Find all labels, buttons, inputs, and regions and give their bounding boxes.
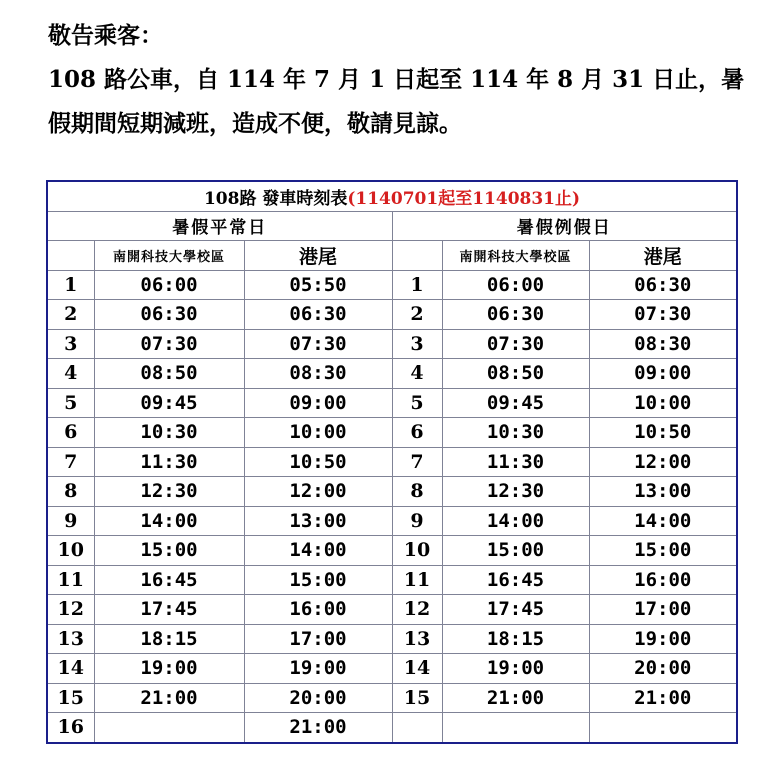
weekday-gangwei-time: 07:30 (244, 329, 392, 359)
holiday-campus-time: 06:00 (442, 270, 589, 300)
table-row (47, 565, 737, 595)
table-title-route: 108路 發車時刻表 (203, 188, 348, 209)
holiday-trip-number: 4 (392, 359, 442, 389)
table-row (47, 447, 737, 477)
holiday-gangwei-time: 17:00 (589, 595, 737, 625)
weekday-gangwei-time: 10:00 (244, 418, 392, 448)
weekday-campus-time: 10:30 (94, 418, 244, 448)
holiday-gangwei-time: 07:30 (589, 300, 737, 330)
table-row (47, 506, 737, 536)
weekday-trip-number: 13 (47, 624, 94, 654)
holiday-gangwei-time: 19:00 (589, 624, 737, 654)
weekday-campus-time: 06:30 (94, 300, 244, 330)
weekday-trip-number: 5 (47, 388, 94, 418)
holiday-gangwei-time: 09:00 (589, 359, 737, 389)
holiday-gangwei-time: 10:50 (589, 418, 737, 448)
weekday-campus-time: 07:30 (94, 329, 244, 359)
holiday-campus-time: 11:30 (442, 447, 589, 477)
holiday-trip-number: 9 (392, 506, 442, 536)
weekday-trip-number: 4 (47, 359, 94, 389)
weekday-gangwei-time: 21:00 (244, 713, 392, 743)
weekday-gangwei-time: 19:00 (244, 654, 392, 684)
table-row (47, 713, 737, 743)
weekday-campus-header: 南開科技大學校區 (94, 241, 244, 271)
weekday-trip-number: 12 (47, 595, 94, 625)
weekday-gangwei-time: 16:00 (244, 595, 392, 625)
weekday-gangwei-time: 13:00 (244, 506, 392, 536)
table-row (47, 418, 737, 448)
weekday-trip-number: 15 (47, 683, 94, 713)
holiday-gangwei-time: 16:00 (589, 565, 737, 595)
weekday-gangwei-time: 05:50 (244, 270, 392, 300)
weekday-campus-time: 18:15 (94, 624, 244, 654)
weekday-trip-number: 7 (47, 447, 94, 477)
weekday-no-header (47, 241, 94, 271)
holiday-trip-number: 12 (392, 595, 442, 625)
weekday-campus-time: 09:45 (94, 388, 244, 418)
weekday-gangwei-time: 09:00 (244, 388, 392, 418)
holiday-campus-time: 07:30 (442, 329, 589, 359)
weekday-trip-number: 6 (47, 418, 94, 448)
table-row (47, 654, 737, 684)
holiday-campus-time: 08:50 (442, 359, 589, 389)
column-header-row (47, 241, 737, 271)
weekday-gangwei-time: 14:00 (244, 536, 392, 566)
holiday-campus-time: 18:15 (442, 624, 589, 654)
holiday-campus-time: 21:00 (442, 683, 589, 713)
holiday-campus-time: 19:00 (442, 654, 589, 684)
weekday-trip-number: 16 (47, 713, 94, 743)
notice-heading: 敬告乘客： (48, 22, 163, 49)
holiday-trip-number: 10 (392, 536, 442, 566)
table-row (47, 477, 737, 507)
holiday-campus-time (442, 713, 589, 743)
weekday-gangwei-time: 08:30 (244, 359, 392, 389)
table-title-row (47, 181, 737, 211)
weekday-trip-number: 9 (47, 506, 94, 536)
holiday-campus-header: 南開科技大學校區 (442, 241, 589, 271)
holiday-trip-number: 14 (392, 654, 442, 684)
holiday-trip-number: 13 (392, 624, 442, 654)
weekday-trip-number: 8 (47, 477, 94, 507)
weekday-trip-number: 3 (47, 329, 94, 359)
holiday-campus-time: 16:45 (442, 565, 589, 595)
table-row (47, 683, 737, 713)
holiday-campus-time: 10:30 (442, 418, 589, 448)
table-row (47, 300, 737, 330)
holiday-campus-time: 14:00 (442, 506, 589, 536)
holiday-trip-number: 1 (392, 270, 442, 300)
weekday-campus-time (94, 713, 244, 743)
holiday-gangwei-header: 港尾 (589, 241, 737, 271)
holiday-gangwei-time (589, 713, 737, 743)
weekday-trip-number: 1 (47, 270, 94, 300)
weekday-trip-number: 2 (47, 300, 94, 330)
table-title-date-range: (1140701起至1140831止) (347, 188, 581, 209)
weekday-campus-time: 16:45 (94, 565, 244, 595)
weekday-campus-time: 15:00 (94, 536, 244, 566)
notice-line-2: 假期間短期減班，造成不便，敬請見諒。 (48, 110, 462, 137)
holiday-campus-time: 15:00 (442, 536, 589, 566)
weekday-gangwei-time: 10:50 (244, 447, 392, 477)
holiday-campus-time: 09:45 (442, 388, 589, 418)
table-title (47, 181, 737, 211)
weekday-campus-time: 17:45 (94, 595, 244, 625)
holiday-gangwei-time: 15:00 (589, 536, 737, 566)
holiday-trip-number: 8 (392, 477, 442, 507)
weekday-trip-number: 10 (47, 536, 94, 566)
weekday-campus-time: 14:00 (94, 506, 244, 536)
holiday-campus-time: 12:30 (442, 477, 589, 507)
weekday-gangwei-time: 17:00 (244, 624, 392, 654)
table-row (47, 536, 737, 566)
holiday-trip-number (392, 713, 442, 743)
holiday-trip-number: 7 (392, 447, 442, 477)
notice (48, 14, 744, 146)
weekday-campus-time: 11:30 (94, 447, 244, 477)
weekday-campus-time: 06:00 (94, 270, 244, 300)
holiday-trip-number: 15 (392, 683, 442, 713)
table-row (47, 388, 737, 418)
weekday-trip-number: 11 (47, 565, 94, 595)
weekday-gangwei-time: 15:00 (244, 565, 392, 595)
holiday-trip-number: 11 (392, 565, 442, 595)
table-row (47, 624, 737, 654)
weekday-campus-time: 21:00 (94, 683, 244, 713)
schedule-table (46, 180, 738, 744)
holiday-gangwei-time: 13:00 (589, 477, 737, 507)
holiday-gangwei-time: 10:00 (589, 388, 737, 418)
holiday-gangwei-time: 06:30 (589, 270, 737, 300)
notice-line-1: 108 路公車，自 114 年 7 月 1 日起至 114 年 8 月 31 日止，暑 (48, 66, 745, 93)
holiday-campus-time: 17:45 (442, 595, 589, 625)
holiday-trip-number: 5 (392, 388, 442, 418)
weekday-campus-time: 08:50 (94, 359, 244, 389)
holiday-trip-number: 2 (392, 300, 442, 330)
table-row (47, 329, 737, 359)
holiday-campus-time: 06:30 (442, 300, 589, 330)
holiday-gangwei-time: 20:00 (589, 654, 737, 684)
holiday-gangwei-time: 12:00 (589, 447, 737, 477)
section-header-row (47, 211, 737, 241)
holiday-no-header (392, 241, 442, 271)
table-row (47, 595, 737, 625)
weekday-campus-time: 19:00 (94, 654, 244, 684)
weekday-trip-number: 14 (47, 654, 94, 684)
holiday-gangwei-time: 08:30 (589, 329, 737, 359)
weekday-gangwei-time: 12:00 (244, 477, 392, 507)
weekday-gangwei-header: 港尾 (244, 241, 392, 271)
holiday-gangwei-time: 14:00 (589, 506, 737, 536)
holiday-gangwei-time: 21:00 (589, 683, 737, 713)
table-row (47, 359, 737, 389)
holiday-trip-number: 3 (392, 329, 442, 359)
holiday-section-label: 暑假例假日 (392, 211, 737, 241)
weekday-campus-time: 12:30 (94, 477, 244, 507)
holiday-trip-number: 6 (392, 418, 442, 448)
table-row (47, 270, 737, 300)
weekday-section-label: 暑假平常日 (47, 211, 392, 241)
weekday-gangwei-time: 20:00 (244, 683, 392, 713)
weekday-gangwei-time: 06:30 (244, 300, 392, 330)
